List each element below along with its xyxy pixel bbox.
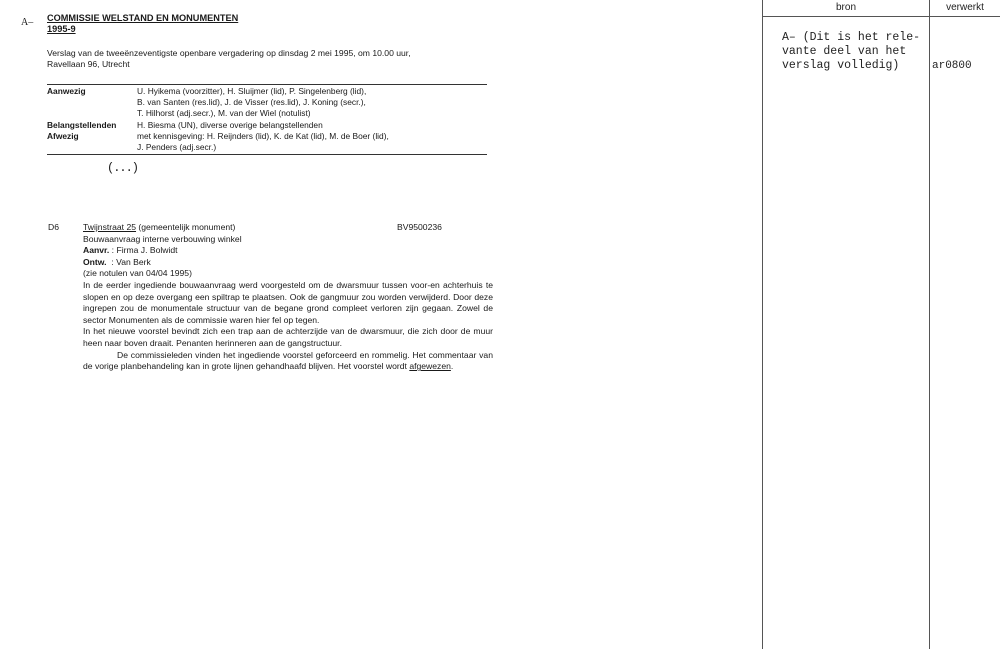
item-designer [83,257,493,269]
item-notes-ref: (zie notulen van 04/04 1995) [83,268,192,279]
item-paragraph: In de eerder ingediende bouwaanvraag werd voorgesteld om de dwarsmuur tussen voor-en achterhuis te slopen en op deze overgang een spiltrap te plaatsen. Ook de gangmuur zou worden verwijderd. Door deze ingrepen zou de monumentale structuur van de begane grond compleet verloren zijn gegaan. Zowel de sector Monumenten als de commissie waren hier fel op tegen. [83,279,493,325]
attendance-interested [137,120,497,131]
attendance-top-rule [47,84,487,85]
attendance-line: met kennisgeving: H. Reijnders (lid), K. de Kat (lid), M. de Boer (lid), [137,131,389,141]
table-left-border [762,0,763,649]
agenda-item-code: D6 [48,222,59,232]
designer-value: : Van Berk [106,256,151,267]
attendance-line: H. Biesma (UN), diverse overige belangstellenden [137,120,323,130]
attendance-label-present: Aanwezig [47,86,86,96]
document-number: 1995-9 [47,24,76,34]
table-header-rule [762,16,1000,17]
omission-ellipsis: (...) [107,161,139,175]
agenda-item-body [83,222,493,373]
item-paragraph: In het nieuwe voorstel bevindt zich een trap aan de achterzijde van de dwarsmuur, die zich door de muur heen naar boven draait. Penanten herinneren aan de gangstructuur. [83,326,493,348]
item-description: Bouwaanvraag interne verbouwing winkel [83,233,242,244]
intro-line: Ravellaan 96, Utrecht [47,59,130,69]
attendance-present [137,86,497,119]
column-header-bron: bron [835,2,856,13]
item-address-note: (gemeentelijk monument) [136,222,236,232]
applicant-label: Aanvr. [83,245,110,256]
attendance-line: J. Penders (adj.secr.) [137,142,217,152]
attendance-absent [137,131,497,153]
attendance-line: U. Hyikema (voorzitter), H. Sluijmer (lid), P. Singelenberg (lid), [137,86,367,96]
annotation-marker: A– [21,17,34,28]
column-header-verwerkt: verwerkt [946,2,984,13]
item-conclusion: De commissieleden vinden het ingediende voorstel geforceerd en rommelig. Het commentaar van de vorige planbehandeling kan in grote lijnen gehandhaafd blijven. Het voorstel wordt [83,349,493,372]
attendance-label-interested: Belangstellenden [47,120,117,130]
table-column-divider [929,0,930,649]
bron-note: A– (Dit is het rele- vante deel van het verslag volledig) [782,31,921,72]
item-heading [83,222,493,234]
meeting-intro [47,48,507,70]
attendance-label-absent: Afwezig [47,131,79,141]
designer-label: Ontw. [83,256,107,267]
agenda-item-reference: BV9500236 [397,222,442,232]
attendance-bottom-rule [47,154,487,155]
verwerkt-code: ar0800 [932,60,972,72]
item-address: Twijnstraat 25 [83,222,137,232]
item-applicant [83,245,493,257]
document-title: COMMISSIE WELSTAND EN MONUMENTEN [47,13,239,23]
item-decision-suffix: . [450,361,454,372]
item-decision: afgewezen [409,361,451,372]
applicant-value: : Firma J. Bolwidt [109,245,178,256]
item-paragraph [83,350,493,373]
intro-line: Verslag van de tweeënzeventigste openbare vergadering op dinsdag 2 mei 1995, om 10.00 uur, [47,48,411,58]
attendance-line: B. van Santen (res.lid), J. de Visser (res.lid), J. Koning (secr.), [137,97,366,107]
attendance-line: T. Hilhorst (adj.secr.), M. van der Wiel (notulist) [137,108,311,118]
